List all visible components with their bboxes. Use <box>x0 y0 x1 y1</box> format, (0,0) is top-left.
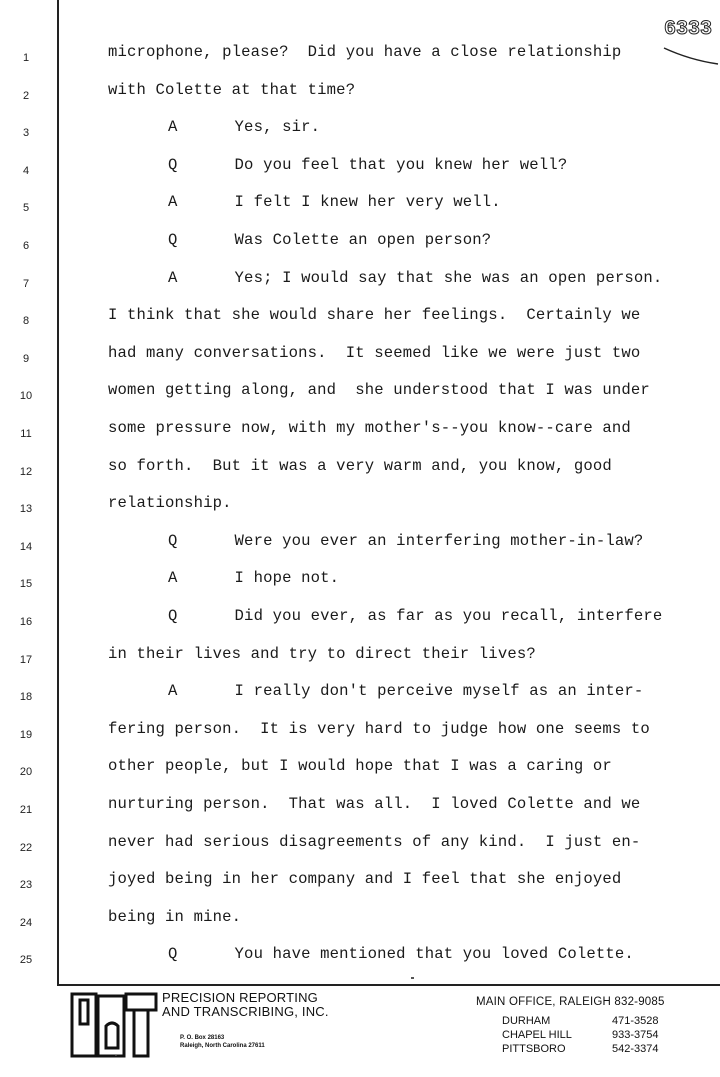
transcript-line <box>0 381 720 411</box>
transcript-line <box>0 645 720 675</box>
line-text: nurturing person. That was all. I loved Colette and we <box>108 795 641 813</box>
line-text: Q Do you feel that you knew her well? <box>168 155 568 174</box>
line-number: 17 <box>19 653 33 666</box>
line-text: in their lives and try to direct their lives? <box>108 644 536 663</box>
transcript-line <box>0 720 720 750</box>
transcript-line <box>0 945 720 975</box>
transcript-line <box>0 908 720 938</box>
line-text: so forth. But it was a very warm and, you know, good <box>108 456 612 475</box>
firm-name <box>162 991 329 1019</box>
line-text: Q Were you ever an interfering mother-in-law? <box>168 531 644 550</box>
line-text: women getting along, and she understood that I was under <box>108 381 650 400</box>
line-text: A Yes, sir. <box>168 118 321 137</box>
line-number: 16 <box>19 616 33 628</box>
office-phone: 542-3374 <box>612 1043 659 1055</box>
transcript-line <box>0 156 720 186</box>
line-number: 12 <box>19 465 33 478</box>
transcript-line <box>0 607 720 637</box>
line-text: Q You have mentioned that you loved Colette. <box>168 945 634 964</box>
line-number: 6 <box>22 240 30 252</box>
line-number: 8 <box>22 315 30 328</box>
firm-address <box>180 1034 265 1050</box>
line-text: being in mine. <box>108 907 242 926</box>
office-city: PITTSBORO <box>502 1043 566 1055</box>
line-text: A I really don't perceive myself as an inter- <box>168 682 644 701</box>
line-number: 9 <box>22 352 30 365</box>
line-text: Q Did you ever, as far as you recall, interfere <box>168 607 663 625</box>
line-text: some pressure now, with my mother's--you know--care and <box>108 419 631 437</box>
line-number: 15 <box>19 578 33 591</box>
line-text: I think that she would share her feelings. Certainly we <box>108 306 641 325</box>
office-row <box>502 1042 702 1056</box>
line-number: 1 <box>22 52 30 64</box>
office-row <box>502 1028 702 1042</box>
main-office: MAIN OFFICE, RALEIGH 832-9085 <box>476 996 665 1008</box>
firm-name-line1: PRECISION REPORTING <box>162 990 318 1005</box>
line-number: 14 <box>19 540 33 553</box>
line-number: 20 <box>19 766 33 779</box>
firm-address-line2: Raleigh, North Carolina 27611 <box>180 1043 265 1049</box>
line-number: 21 <box>19 804 33 816</box>
transcript-line <box>0 870 720 900</box>
office-phone: 471-3528 <box>612 1015 659 1027</box>
line-number: 7 <box>22 277 30 290</box>
line-text: A Yes; I would say that she was an open person. <box>168 268 663 287</box>
line-text: relationship. <box>108 494 232 513</box>
line-number: 4 <box>22 164 30 177</box>
line-text: other people, but I would hope that I was a caring or <box>108 757 612 776</box>
line-number: 19 <box>19 728 33 741</box>
transcript-line <box>0 457 720 487</box>
footer <box>0 990 720 1077</box>
line-number: 3 <box>22 127 30 140</box>
transcript-line <box>0 419 720 449</box>
pt-logo <box>68 990 162 1058</box>
line-number: 23 <box>19 879 33 892</box>
transcript-line <box>0 682 720 712</box>
office-city: CHAPEL HILL <box>502 1029 572 1041</box>
transcript-line <box>0 833 720 863</box>
transcript-line <box>0 757 720 787</box>
logo-text: P&T <box>115 1056 117 1057</box>
line-text: had many conversations. It seemed like we were just two <box>108 343 641 362</box>
line-text: A I felt I knew her very well. <box>168 193 501 212</box>
office-city: DURHAM <box>502 1015 551 1027</box>
line-number: 24 <box>19 916 33 929</box>
transcript-line <box>0 118 720 148</box>
transcript-line <box>0 494 720 524</box>
line-number: 2 <box>22 89 30 102</box>
bottom-rule <box>57 984 720 986</box>
transcript-line <box>0 569 720 599</box>
transcript-line <box>0 532 720 562</box>
office-list <box>502 1014 702 1056</box>
line-number: 10 <box>19 390 33 403</box>
transcript-line <box>0 193 720 223</box>
firm-name-line2: AND TRANSCRIBING, INC. <box>162 1004 329 1019</box>
transcript-line <box>0 81 720 111</box>
line-text: A I hope not. <box>168 569 340 588</box>
transcript-line <box>0 795 720 825</box>
line-text: with Colette at that time? <box>108 80 356 99</box>
page-number-stamp: 6333 <box>663 18 712 41</box>
office-row <box>502 1014 702 1028</box>
transcript-line <box>0 269 720 299</box>
line-number: 18 <box>19 691 33 704</box>
firm-address-line1: P. O. Box 28163 <box>180 1035 225 1041</box>
transcript-line <box>0 344 720 374</box>
office-phone: 933-3754 <box>612 1029 659 1041</box>
line-text: joyed being in her company and I feel that she enjoyed <box>108 870 622 889</box>
line-number: 13 <box>19 503 33 516</box>
speck-mark <box>411 977 414 979</box>
line-number: 5 <box>22 202 30 215</box>
line-text: never had serious disagreements of any kind. I just en- <box>108 832 641 851</box>
transcript-line <box>0 306 720 336</box>
line-text: fering person. It is very hard to judge how one seems to <box>108 719 650 738</box>
transcript-line <box>0 231 720 261</box>
line-text: Q Was Colette an open person? <box>168 231 492 249</box>
transcript-line <box>0 43 720 73</box>
line-number: 25 <box>19 954 33 967</box>
line-text: microphone, please? Did you have a close relationship <box>108 43 622 61</box>
line-number: 11 <box>20 428 32 440</box>
line-number: 22 <box>19 841 33 854</box>
